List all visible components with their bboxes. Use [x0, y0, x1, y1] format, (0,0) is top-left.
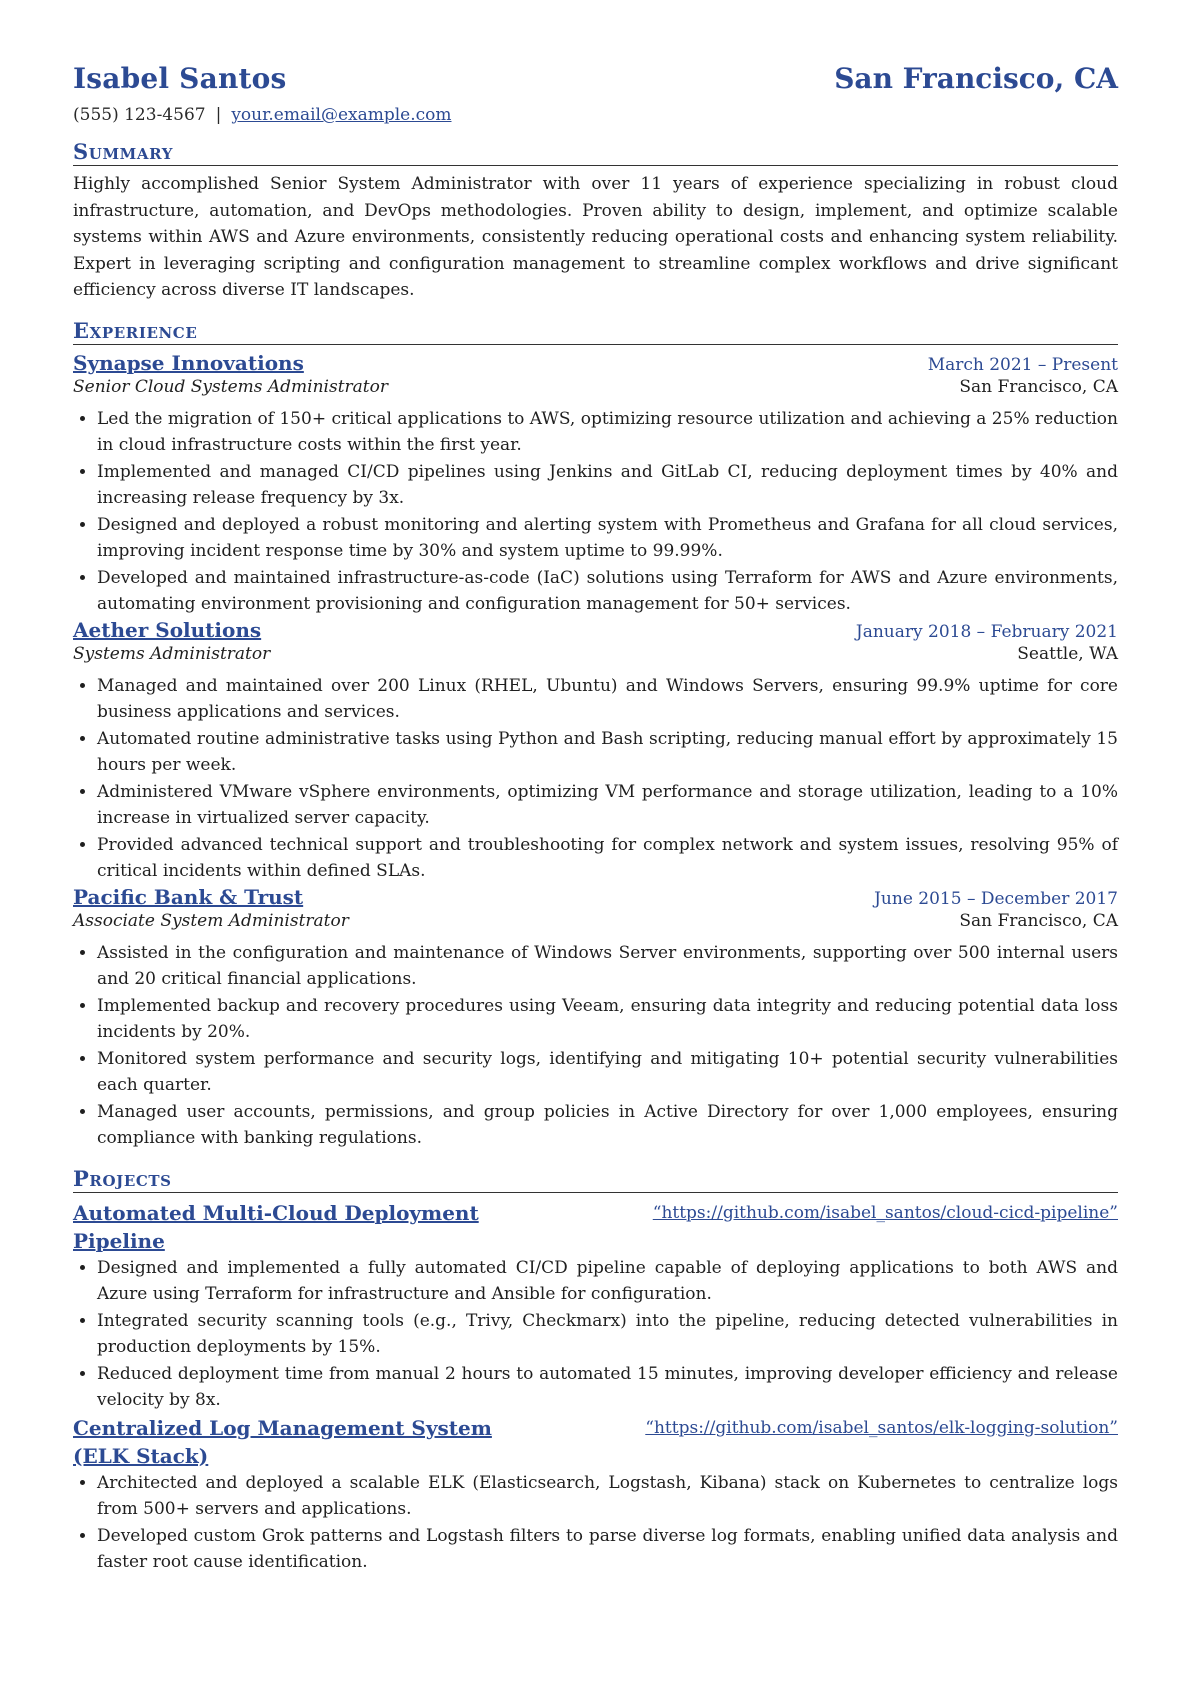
section-title-experience: Experience [73, 319, 1118, 345]
project-entry [73, 1199, 1118, 1414]
candidate-location: San Francisco, CA [834, 62, 1118, 95]
company-name[interactable]: Pacific Bank & Trust [73, 884, 304, 909]
project-title[interactable]: Centralized Log Management System (ELK Stack) [73, 1415, 492, 1468]
project-link[interactable]: “https://github.com/isabel_santos/elk-logging-solution” [645, 1417, 1118, 1438]
project-entry [73, 1414, 1118, 1576]
bullet-item: • Reduced deployment time from manual 2 hours to automated 15 minutes, improving developer efficiency and release velocity by 8x. [97, 1361, 1118, 1414]
job-role: Systems Administrator [73, 643, 271, 664]
job-entry [73, 618, 1118, 885]
bullet-item: • Led the migration of 150+ critical applications to AWS, optimizing resource utilization and achieving a 25% reduction in cloud infrastructure costs within the first year. [97, 406, 1118, 459]
job-entry [73, 351, 1118, 618]
bullet-item: • Integrated security scanning tools (e.g., Trivy, Checkmarx) into the pipeline, reducing detected vulnerabilities in production deployments by 15%. [97, 1308, 1118, 1361]
bullet-item: • Designed and implemented a fully automated CI/CD pipeline capable of deploying applications to both AWS and Azure using Terraform for infrastructure and Ansible for configuration. [97, 1255, 1118, 1308]
job-location: Seattle, WA [1017, 643, 1118, 664]
bullet-item: • Developed and maintained infrastructure-as-code (IaC) solutions using Terraform for AWS and Azure environments, automating environment provisioning and configuration management for 50+ services. [97, 565, 1118, 618]
job-role: Senior Cloud Systems Administrator [73, 376, 388, 397]
project-title[interactable]: Automated Multi-Cloud Deployment Pipeline [73, 1200, 479, 1253]
bullet-item: • Managed and maintained over 200 Linux (RHEL, Ubuntu) and Windows Servers, ensuring 99.9% uptime for core business applications and services. [97, 673, 1118, 726]
project-bullets [73, 1470, 1118, 1576]
bullet-item: • Provided advanced technical support and troubleshooting for complex network and system issues, resolving 95% of critical incidents within defined SLAs. [97, 832, 1118, 885]
section-title-projects: Projects [73, 1167, 1118, 1193]
job-bullets [73, 940, 1118, 1152]
section-title-summary: Summary [73, 140, 1118, 166]
project-bullets [73, 1255, 1118, 1414]
summary-text: Highly accomplished Senior System Administrator with over 11 years of experience specializing in robust cloud infrastructure, automation, and DevOps methodologies. Proven ability to design, implement, and optimize scalable systems within AWS and Azure environments, consistently reducing operational costs and enhancing system reliability. Expert in leveraging scripting and configuration management to streamline complex workflows and drive significant efficiency across diverse IT landscapes. [73, 174, 1118, 300]
bullet-item: • Automated routine administrative tasks using Python and Bash scripting, reducing manual effort by approximately 15 hours per week. [97, 726, 1118, 779]
project-link[interactable]: “https://github.com/isabel_santos/cloud-cicd-pipeline” [652, 1202, 1118, 1223]
job-role: Associate System Administrator [73, 910, 349, 931]
bullet-item: • Designed and deployed a robust monitoring and alerting system with Prometheus and Grafana for all cloud services, improving incident response time by 30% and system uptime to 99.99%. [97, 512, 1118, 565]
contact-line [73, 105, 1118, 125]
bullet-item: • Developed custom Grok patterns and Logstash filters to parse diverse log formats, enabling unified data analysis and faster root cause identification. [97, 1523, 1118, 1576]
contact-separator: | [215, 105, 222, 125]
bullet-item: • Monitored system performance and security logs, identifying and mitigating 10+ potential security vulnerabilities each quarter. [97, 1046, 1118, 1099]
bullet-item: • Implemented backup and recovery procedures using Veeam, ensuring data integrity and reducing potential data loss incidents by 20%. [97, 993, 1118, 1046]
candidate-name: Isabel Santos [73, 62, 287, 95]
header [73, 62, 1118, 95]
job-location: San Francisco, CA [959, 376, 1118, 397]
bullet-item: • Managed user accounts, permissions, and group policies in Active Directory for over 1,000 employees, ensuring compliance with banking regulations. [97, 1099, 1118, 1152]
job-dates: January 2018 – February 2021 [855, 621, 1118, 642]
job-location: San Francisco, CA [959, 910, 1118, 931]
phone: (555) 123-4567 [73, 105, 206, 125]
company-name[interactable]: Synapse Innovations [73, 350, 304, 375]
job-bullets [73, 673, 1118, 885]
email-link[interactable]: your.email@example.com [231, 105, 452, 125]
bullet-item: • Assisted in the configuration and maintenance of Windows Server environments, supporting over 500 internal users and 20 critical financial applications. [97, 940, 1118, 993]
bullet-item: • Architected and deployed a scalable ELK (Elasticsearch, Logstash, Kibana) stack on Kubernetes to centralize logs from 500+ servers and applications. [97, 1470, 1118, 1523]
bullet-item: • Implemented and managed CI/CD pipelines using Jenkins and GitLab CI, reducing deployment times by 40% and increasing release frequency by 3x. [97, 459, 1118, 512]
job-entry [73, 885, 1118, 1152]
bullet-item: • Administered VMware vSphere environments, optimizing VM performance and storage utilization, leading to a 10% increase in virtualized server capacity. [97, 779, 1118, 832]
company-name[interactable]: Aether Solutions [73, 617, 262, 642]
job-bullets [73, 406, 1118, 618]
job-dates: June 2015 – December 2017 [874, 888, 1118, 909]
job-dates: March 2021 – Present [927, 354, 1118, 375]
